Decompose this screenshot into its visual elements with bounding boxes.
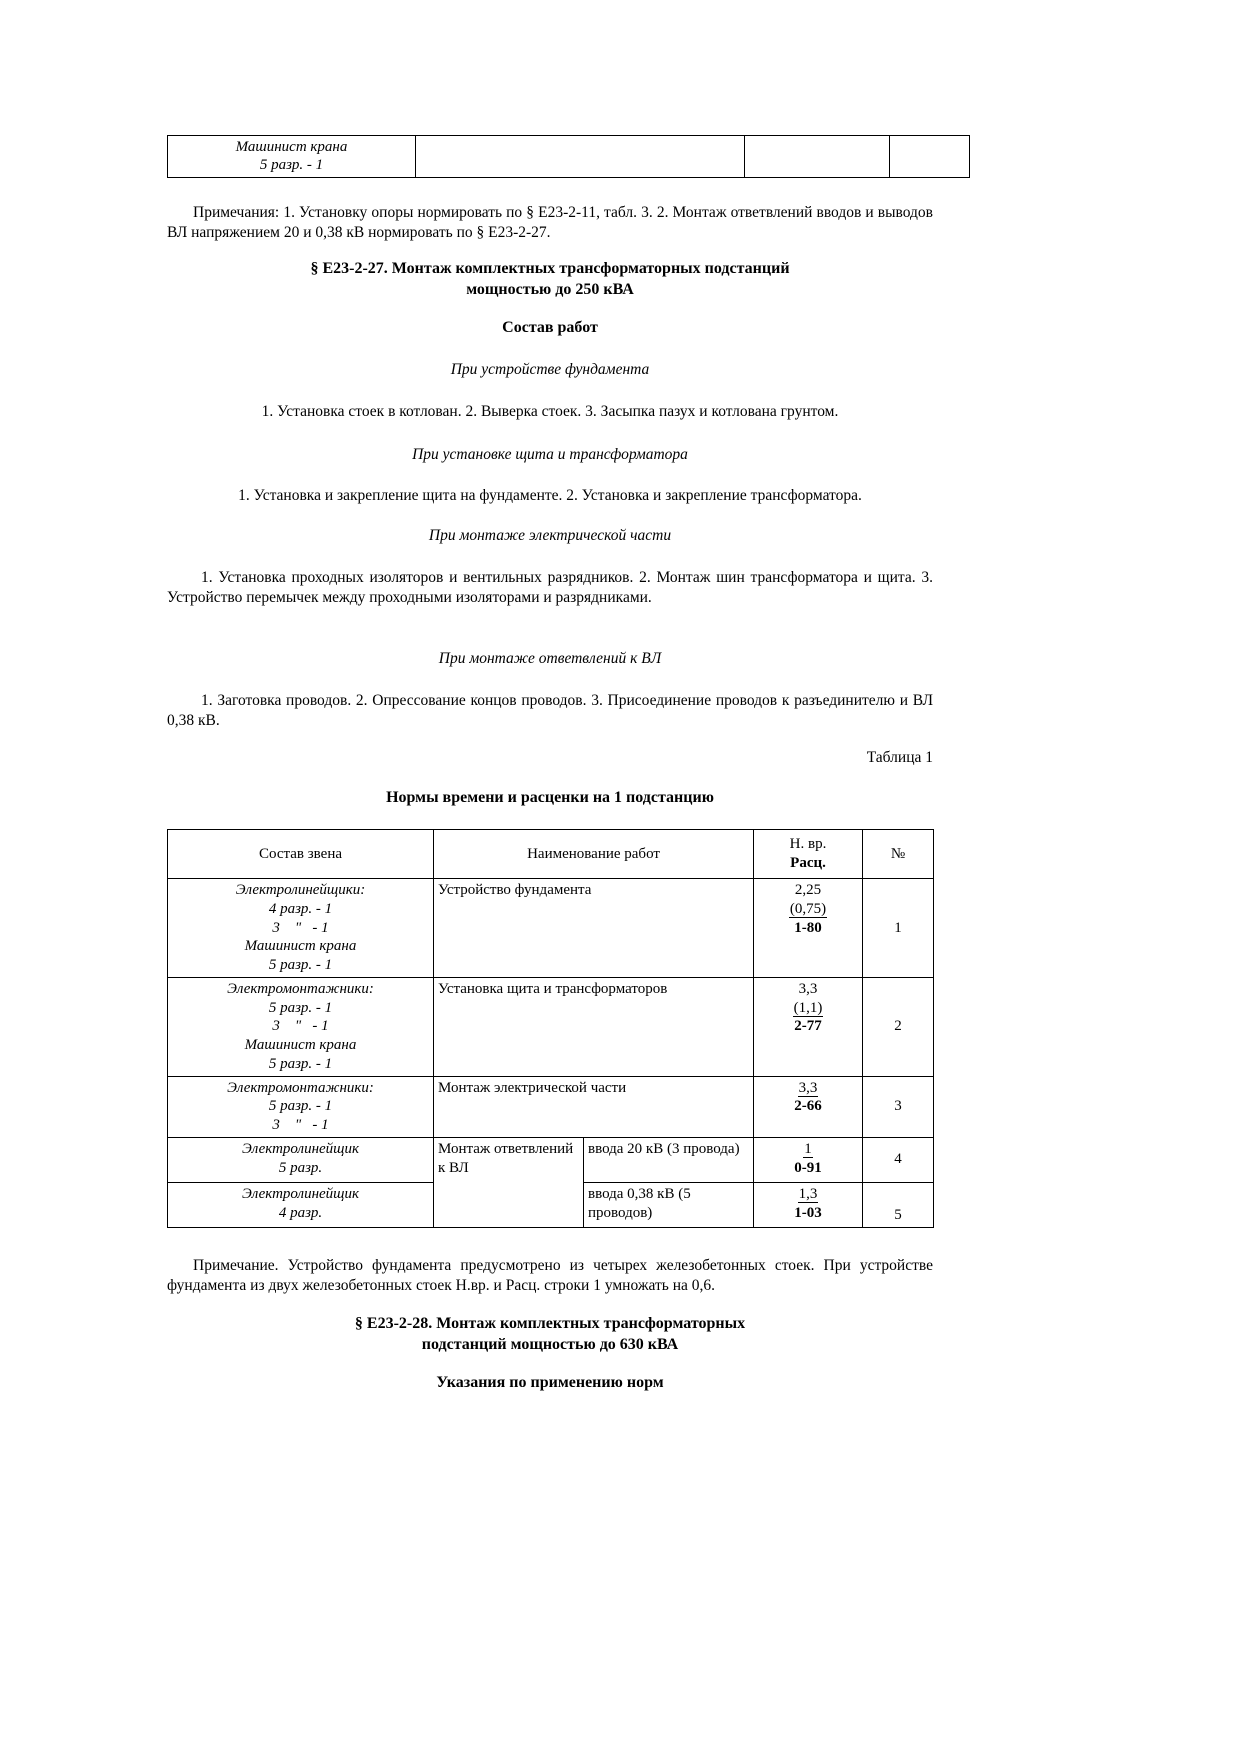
work-subcell: ввода 0,38 кВ (5 проводов) bbox=[584, 1182, 754, 1227]
works-block-1-body bbox=[167, 402, 933, 422]
works-block-1 bbox=[167, 361, 933, 379]
crew-line: 4 разр. bbox=[278, 1204, 323, 1221]
crew-cell bbox=[168, 977, 434, 1076]
works-block-4 bbox=[167, 650, 933, 668]
crew-line: 5 разр. - 1 bbox=[268, 1055, 333, 1072]
crew-line: 5 разр. bbox=[278, 1159, 323, 1176]
bottom-note bbox=[167, 1256, 933, 1296]
header-norm bbox=[754, 830, 863, 879]
crew-line: 3 " - 1 bbox=[272, 919, 329, 936]
table-caption: Таблица 1 bbox=[866, 749, 933, 766]
header-crew: Состав звена bbox=[168, 830, 434, 879]
crew-line: Машинист крана bbox=[244, 938, 357, 955]
table-row bbox=[168, 1076, 934, 1137]
norms-table-title: Нормы времени и расценки на 1 подстанцию bbox=[386, 789, 714, 806]
top-notes bbox=[167, 203, 933, 243]
works-composition-heading bbox=[167, 319, 933, 337]
work-cell: Установка щита и трансформаторов bbox=[434, 977, 754, 1076]
norms-table-title-wrapper bbox=[167, 789, 933, 807]
norm-time: 3,3 bbox=[798, 980, 818, 997]
block-body: 1. Установка и закрепление щита на фундаменте. 2. Установка и закрепление трансформатора. bbox=[238, 487, 862, 504]
bottom-note-text: Примечание. Устройство фундамента предусмотрено из четырех железобетонных стоек. При устройстве фундамента из двух железобетонных стоек Н.вр. и Расц. строки 1 умножать на 0,6. bbox=[167, 1257, 933, 1295]
norm-cell bbox=[754, 1182, 863, 1227]
works-block-3 bbox=[167, 527, 933, 545]
row-number: 5 bbox=[863, 1182, 934, 1227]
norm-cell bbox=[754, 879, 863, 978]
norm-bracket: 1 bbox=[804, 1140, 812, 1157]
document-page bbox=[167, 0, 933, 1755]
work-subcell: ввода 20 кВ (3 провода) bbox=[584, 1137, 754, 1182]
section2-title-line2: подстанций мощностью до 630 кВА bbox=[421, 1336, 679, 1354]
header-work: Наименование работ bbox=[434, 830, 754, 879]
crew-line: Машинист крана bbox=[244, 1037, 357, 1053]
block-body: 1. Установка стоек в котлован. 2. Выверка стоек. 3. Засыпка пазух и котлована грунтом. bbox=[261, 403, 839, 420]
norm-cell bbox=[754, 1137, 863, 1182]
norm-rate: 2-66 bbox=[794, 1098, 822, 1115]
section-title-line2: мощностью до 250 кВА bbox=[466, 281, 634, 299]
work-cell-group: Монтаж ответвлений к ВЛ bbox=[434, 1137, 584, 1227]
table-row bbox=[168, 136, 970, 178]
norm-rate: 1-80 bbox=[794, 919, 822, 936]
crew-line: Электромонтажники: bbox=[227, 980, 374, 997]
block-subtitle: При монтаже электрической части bbox=[428, 527, 672, 544]
norm-rate: 2-77 bbox=[794, 1018, 822, 1035]
norm-bracket: 1,3 bbox=[798, 1185, 818, 1202]
header-norm-line2: Расц. bbox=[790, 855, 826, 871]
work-cell: Монтаж электрической части bbox=[434, 1076, 754, 1137]
table-row bbox=[168, 1137, 934, 1182]
block-subtitle: При монтаже ответвлений к ВЛ bbox=[438, 650, 662, 667]
norms-table bbox=[167, 829, 934, 1228]
table-caption-wrapper bbox=[167, 748, 933, 768]
norm-time: 2,25 bbox=[794, 882, 822, 898]
crew-line: 3 " - 1 bbox=[272, 1018, 329, 1035]
section-title-line1: § Е23-2-27. Монтаж комплектных трансформаторных подстанций bbox=[310, 260, 790, 277]
block-body: 1. Установка проходных изоляторов и вентильных разрядников. 2. Монтаж шин трансформатора и щита. 3. Устройство перемычек между проходными изоляторами и разрядниками. bbox=[167, 569, 933, 607]
header-number: № bbox=[863, 830, 934, 879]
block-subtitle: При устройстве фундамента bbox=[450, 361, 650, 378]
norms-table-wrapper bbox=[167, 829, 933, 1228]
crew-line: 5 разр. - 1 bbox=[268, 999, 333, 1016]
work-cell: Устройство фундамента bbox=[434, 879, 754, 978]
top-crew-cell bbox=[168, 136, 416, 178]
crew-line: Электролинейщики: bbox=[235, 882, 366, 898]
norm-cell bbox=[754, 1076, 863, 1137]
header-norm-line1: Н. вр. bbox=[789, 836, 827, 853]
works-block-3-body bbox=[167, 568, 933, 608]
table-header-row bbox=[168, 830, 934, 879]
norm-bracket: (0,75) bbox=[789, 900, 827, 917]
block-body: 1. Заготовка проводов. 2. Опрессование концов проводов. 3. Присоединение проводов к разъединителю и ВЛ 0,38 кВ. bbox=[167, 692, 933, 730]
top-number-cell bbox=[890, 136, 970, 178]
norm-rate: 0-91 bbox=[794, 1159, 822, 1176]
row-number: 4 bbox=[863, 1137, 934, 1182]
norm-cell bbox=[754, 977, 863, 1076]
block-subtitle: При установке щита и трансформатора bbox=[412, 446, 688, 463]
crew-line: Электролинейщик bbox=[241, 1140, 360, 1157]
works-block-2 bbox=[167, 446, 933, 464]
crew-line: 5 разр. - 1 bbox=[259, 157, 324, 174]
section2-subheading-wrapper bbox=[167, 1374, 933, 1392]
section2-title-line1: § Е23-2-28. Монтаж комплектных трансформаторных bbox=[354, 1315, 746, 1332]
crew-line: 4 разр. - 1 bbox=[268, 900, 333, 917]
crew-line: 5 разр. - 1 bbox=[268, 957, 333, 973]
row-number: 1 bbox=[863, 879, 934, 978]
norm-bracket: (1,1) bbox=[793, 999, 823, 1016]
top-norm-cell bbox=[745, 136, 890, 178]
works-heading-text: Состав работ bbox=[502, 319, 598, 336]
table-row bbox=[168, 977, 934, 1076]
crew-cell bbox=[168, 1076, 434, 1137]
section2-heading bbox=[167, 1313, 933, 1355]
works-block-2-body bbox=[167, 486, 933, 506]
norm-rate: 1-03 bbox=[794, 1204, 822, 1221]
row-number: 3 bbox=[863, 1076, 934, 1137]
top-notes-text: Примечания: 1. Установку опоры нормировать по § Е23-2-11, табл. 3. 2. Монтаж ответвлений вводов и выводов ВЛ напряжением 20 и 0,38 кВ нормировать по § Е23-2-27. bbox=[167, 204, 933, 242]
crew-line: Электромонтажники: bbox=[227, 1079, 374, 1096]
section2-subheading: Указания по применению норм bbox=[436, 1374, 664, 1391]
crew-cell bbox=[168, 1137, 434, 1182]
crew-cell bbox=[168, 1182, 434, 1227]
crew-line: Электролинейщик bbox=[241, 1185, 360, 1202]
top-work-cell bbox=[416, 136, 745, 178]
crew-cell bbox=[168, 879, 434, 978]
table-row bbox=[168, 879, 934, 978]
row-number: 2 bbox=[863, 977, 934, 1076]
crew-line: 5 разр. - 1 bbox=[268, 1098, 333, 1115]
top-crew-table-wrapper bbox=[167, 135, 933, 178]
crew-line: Машинист крана bbox=[235, 139, 348, 155]
norm-bracket: 3,3 bbox=[798, 1079, 818, 1096]
works-block-4-body bbox=[167, 691, 933, 731]
section-heading bbox=[167, 258, 933, 300]
top-crew-table bbox=[167, 135, 970, 178]
crew-line: 3 " - 1 bbox=[272, 1117, 329, 1133]
